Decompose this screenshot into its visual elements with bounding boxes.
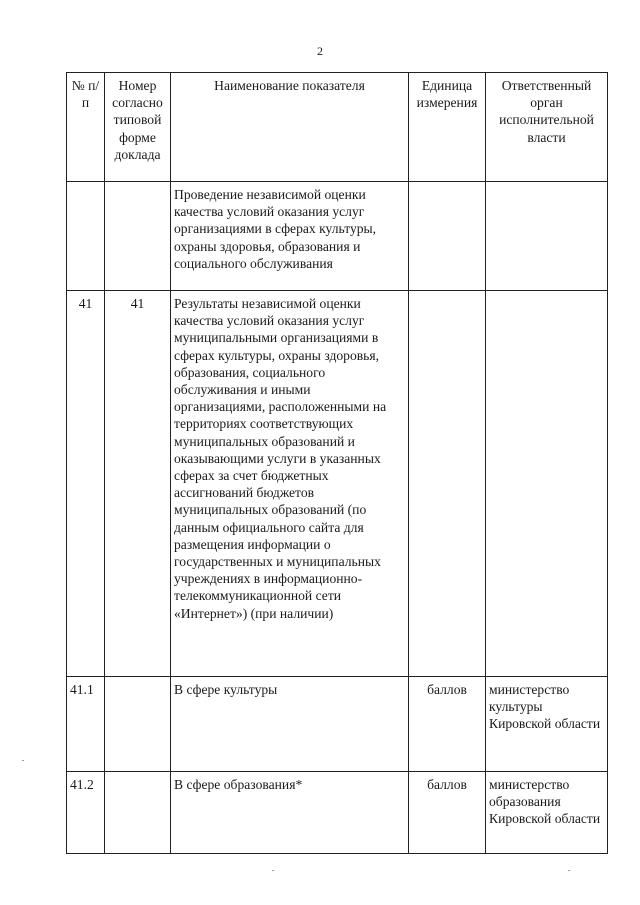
table-row xyxy=(67,182,608,291)
cell-authority: министерство культуры Кировской области xyxy=(486,677,608,772)
cell-form-number xyxy=(105,677,171,772)
cell-form-number: 41 xyxy=(105,291,171,677)
table-row xyxy=(67,677,608,772)
cell-unit: баллов xyxy=(409,677,486,772)
cell-unit xyxy=(409,182,486,291)
indicator-table xyxy=(66,72,608,854)
table-header-row xyxy=(67,73,608,182)
cell-authority xyxy=(486,291,608,677)
cell-unit: баллов xyxy=(409,772,486,854)
table-row xyxy=(67,291,608,677)
cell-form-number xyxy=(105,772,171,854)
cell-indicator: В сфере культуры xyxy=(171,677,409,772)
header-num: № п/п xyxy=(67,73,105,182)
cell-num: 41 xyxy=(67,291,105,677)
cell-num: 41.2 xyxy=(67,772,105,854)
cell-indicator: Проведение независимой оценки качества условий оказания услуг организациями в сферах культуры, охраны здоровья, образования и социального обслуживания xyxy=(171,182,409,291)
cell-unit xyxy=(409,291,486,677)
cell-indicator: Результаты независимой оценки качества условий оказания услуг муниципальными организациями в сферах культуры, охраны здоровья, образования, социального обслуживания и иными организациями, расположенными на территориях соответствующих муниципальных образований и оказывающими услуги в указанных сферах за счет бюджетных ассигнований бюджетов муниципальных образований (по данным официального сайта для размещения информации о государственных и муниципальных учреждениях в информационно-телекоммуникационной сети «Интернет») (при наличии) xyxy=(171,291,409,677)
table-row xyxy=(67,772,608,854)
scan-speck xyxy=(272,870,274,871)
header-authority: Ответственный орган исполнительной власти xyxy=(486,73,608,182)
header-form-number: Номер согласно типовой форме доклада xyxy=(105,73,171,182)
header-unit: Единица измерения xyxy=(409,73,486,182)
cell-authority: министерство образования Кировской области xyxy=(486,772,608,854)
cell-authority xyxy=(486,182,608,291)
scan-speck xyxy=(22,760,24,761)
cell-num: 41.1 xyxy=(67,677,105,772)
cell-num xyxy=(67,182,105,291)
cell-form-number xyxy=(105,182,171,291)
cell-indicator: В сфере образования* xyxy=(171,772,409,854)
scan-speck xyxy=(568,870,570,871)
page-number: 2 xyxy=(317,44,323,58)
header-indicator: Наименование показателя xyxy=(171,73,409,182)
